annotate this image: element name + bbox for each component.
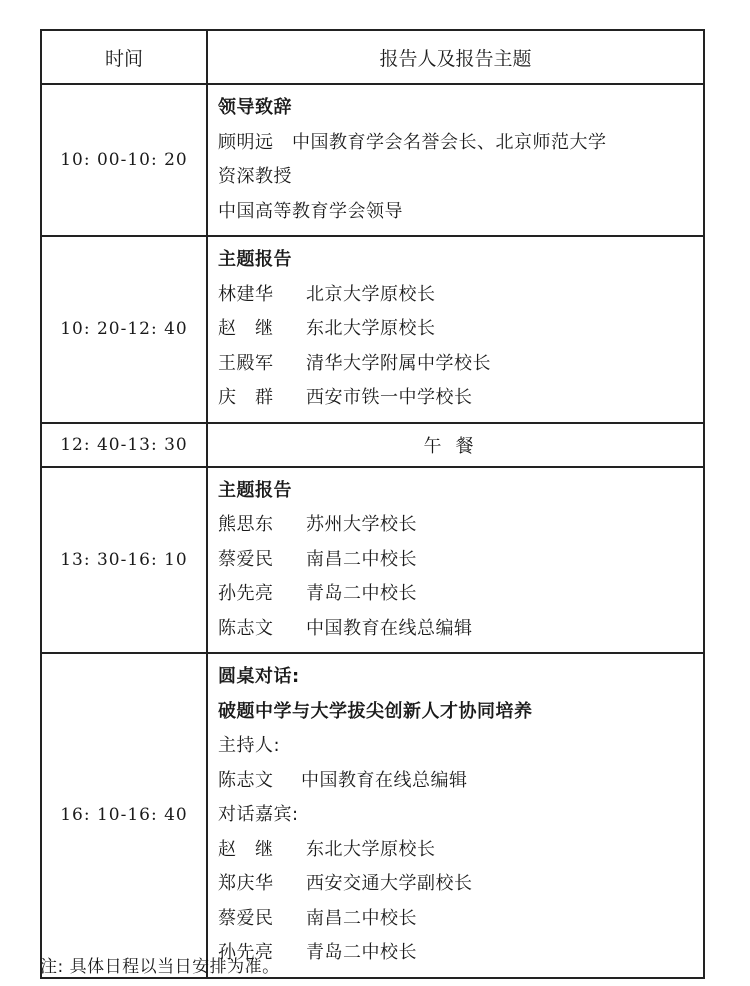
speaker-title: 南昌二中校长 [306,907,417,929]
section-heading: 领导致辞 [218,97,292,118]
time-cell: 13: 30-16: 10 [41,467,207,654]
speaker-name: 庆 群 [218,387,274,408]
speaker-name: 王殿军 [218,352,274,374]
speaker-line [218,508,703,543]
time-cell: 12: 40-13: 30 [41,423,207,467]
speaker-title: 北京大学原校长 [306,283,436,305]
section-heading: 主题报告 [218,249,292,270]
table-row [41,84,704,236]
text-line: 对话嘉宾: [218,804,299,825]
speaker-line [218,936,703,971]
speaker-title: 东北大学原校长 [306,318,436,339]
speaker-title: 中国教育在线总编辑 [306,617,473,639]
speaker-title: 苏州大学校长 [306,514,417,535]
schedule-table [40,29,705,979]
speaker-name: 郑庆华 [218,873,274,894]
speaker-line [218,833,703,868]
speaker-title: 西安交通大学副校长 [306,873,473,894]
speaker-name: 赵 继 [218,318,274,339]
speaker-name: 赵 继 [218,838,274,860]
text-line: 资深教授 [218,166,292,187]
speaker-name: 蔡爱民 [218,548,274,570]
topic-cell [207,84,704,236]
table-row [41,653,704,978]
time-cell: 10: 20-12: 40 [41,236,207,423]
speaker-title: 东北大学原校长 [306,838,436,860]
section-heading: 主题报告 [218,479,292,501]
speaker-line [218,764,703,799]
speaker-title: 青岛二中校长 [306,583,417,604]
speaker-name: 孙先亮 [218,942,274,963]
lunch-cell: 午餐 [207,423,704,467]
topic-cell [207,236,704,423]
speaker-line [218,543,703,578]
section-heading: 圆桌对话: [218,666,300,687]
table-row [41,236,704,423]
speaker-line [218,381,703,416]
speaker-line [218,612,703,647]
header-time: 时间 [41,30,207,84]
speaker-line [218,278,703,313]
speaker-title: 中国教育在线总编辑 [301,769,468,791]
text-line: 主持人: [218,735,281,756]
speaker-line [218,867,703,902]
header-row [41,30,704,84]
text-line: 中国高等教育学会领导 [218,200,403,222]
speaker-line [218,902,703,937]
speaker-title: 南昌二中校长 [306,548,417,570]
speaker-name: 蔡爱民 [218,907,274,929]
speaker-title: 清华大学附属中学校长 [306,352,491,374]
speaker-name: 陈志文 [218,617,274,639]
time-cell: 16: 10-16: 40 [41,653,207,978]
speaker-line [218,577,703,612]
speaker-name: 林建华 [218,283,274,305]
speaker-title: 西安市铁一中学校长 [306,387,473,408]
header-topic: 报告人及报告主题 [207,30,704,84]
text-line: 顾明远 中国教育学会名誉会长、北京师范大学 [218,131,607,153]
topic-cell [207,467,704,654]
time-cell: 10: 00-10: 20 [41,84,207,236]
table-row [41,423,704,467]
topic-cell [207,653,704,978]
table-row [41,467,704,654]
speaker-name: 熊思东 [218,514,274,535]
section-heading: 破题中学与大学拔尖创新人才协同培养 [218,700,533,722]
speaker-title: 青岛二中校长 [306,942,417,963]
footnote: 注: 具体日程以当日安排为准。 [40,957,280,977]
speaker-name: 陈志文 [218,769,274,791]
speaker-line [218,312,703,347]
speaker-name: 孙先亮 [218,583,274,604]
speaker-line [218,347,703,382]
